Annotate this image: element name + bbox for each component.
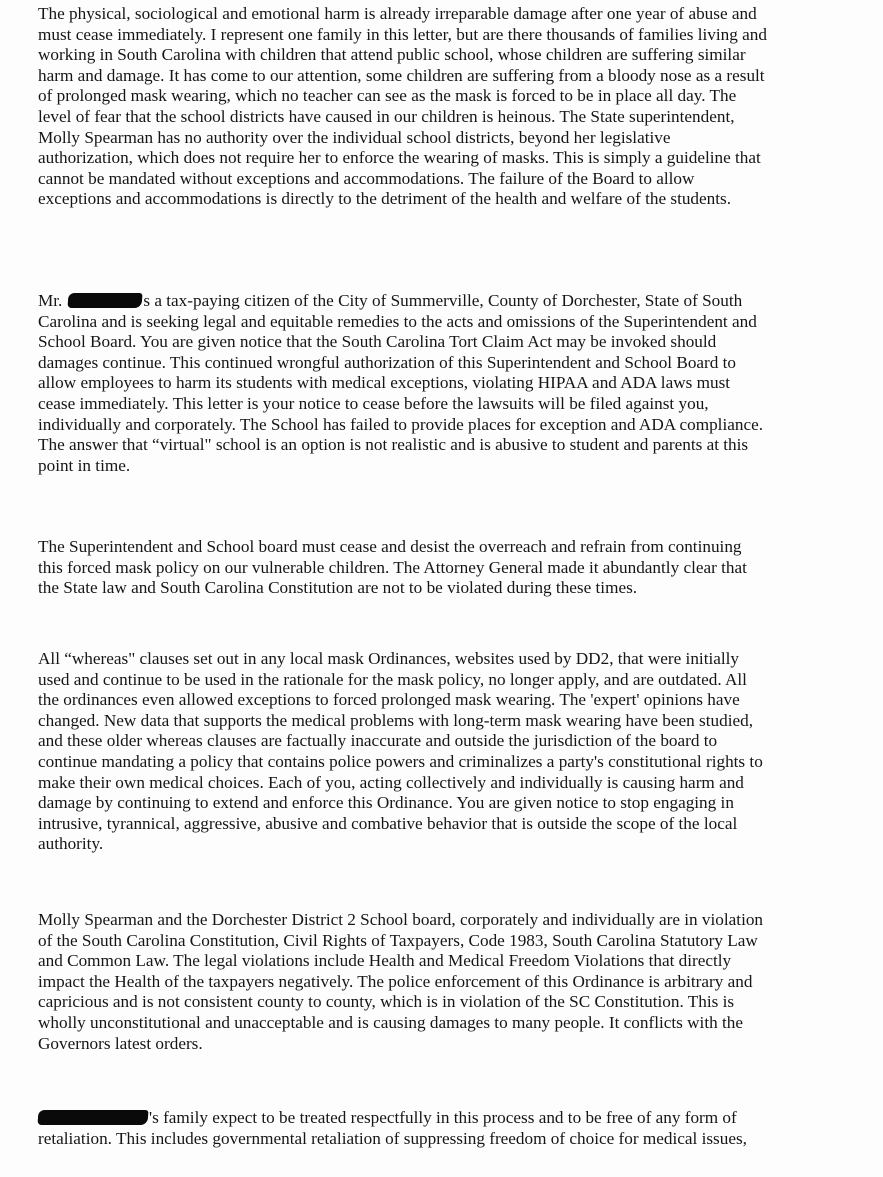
paragraph-harm (38, 4, 858, 210)
paragraph-retaliation (38, 1108, 858, 1149)
text-line: used and continue to be used in the rationale for the mask policy, no longer apply, and are outdated. All (38, 669, 747, 689)
text-line: Molly Spearman has no authority over the individual school districts, beyond her legislative (38, 127, 671, 147)
text-line: authorization, which does not require her to enforce the wearing of masks. This is simply a guideline that (38, 148, 761, 168)
salutation: Mr. (38, 291, 63, 310)
text-line: continue mandating a policy that contains police powers and criminalizes a party's constitutional rights to (38, 751, 763, 771)
text-line: retaliation. This includes governmental retaliation of suppressing freedom of choice for medical issues, (38, 1128, 747, 1148)
text-line: cease immediately. This letter is your notice to cease before the lawsuits will be filed against you, (38, 393, 709, 413)
text-line (38, 291, 858, 312)
text-line: harm and damage. It has come to our attention, some children are suffering from a bloody nose as a result (38, 65, 765, 85)
paragraph-taxpayer-notice (38, 291, 858, 476)
text-line: must cease immediately. I represent one family in this letter, but are there thousands of families living and (38, 24, 767, 44)
text-line: make their own medical choices. Each of you, acting collectively and individually is causing harm and (38, 772, 744, 792)
text-line: the State law and South Carolina Constitution are not to be violated during these times. (38, 578, 638, 598)
text-line: individually and corporately. The School has failed to provide places for exception and ADA compliance. (38, 414, 764, 434)
paragraph-legal-violations (38, 910, 858, 1054)
text-line: and Common Law. The legal violations include Health and Medical Freedom Violations that directly (38, 951, 732, 971)
text-line-rest: s a tax-paying citizen of the City of Summerville, County of Dorchester, State of South (143, 291, 743, 310)
redacted-name (37, 1110, 148, 1125)
text-line: damage by continuing to extend and enforce this Ordinance. You are given notice to stop engaging in (38, 793, 734, 813)
text-line: The physical, sociological and emotional harm is already irreparable damage after one year of abuse and (38, 4, 757, 23)
text-line: working in South Carolina with children that attend public school, whose children are suffering similar (38, 45, 746, 65)
text-line: impact the Health of the taxpayers negatively. The police enforcement of this Ordinance is arbitrary and (38, 971, 753, 991)
paragraph-cease-desist (38, 537, 858, 599)
text-line: and these older whereas clauses are factually inaccurate and outside the jurisdiction of the board to (38, 731, 718, 751)
text-line: authority. (38, 834, 104, 854)
text-line: cannot be mandated without exceptions and accommodations. The failure of the Board to allow (38, 168, 695, 188)
text-line: point in time. (38, 455, 131, 475)
text-line-rest: 's family expect to be treated respectfully in this process and to be free of any form of (149, 1108, 737, 1127)
text-line (38, 1108, 858, 1129)
text-line: intrusive, tyrannical, aggressive, abusive and combative behavior that is outside the scope of the local (38, 813, 738, 833)
text-line: Carolina and is seeking legal and equitable remedies to the acts and omissions of the Superintendent and (38, 311, 757, 331)
text-line: changed. New data that supports the medical problems with long-term mask wearing have been studied, (38, 710, 753, 730)
text-line: of the South Carolina Constitution, Civil Rights of Taxpayers, Code 1983, South Carolina Statutory Law (38, 930, 758, 950)
text-line: capricious and is not consistent county to county, which is in violation of the SC Constitution. This is (38, 992, 735, 1012)
text-line: All “whereas" clauses set out in any local mask Ordinances, websites used by DD2, that were initially (38, 649, 740, 668)
text-line: School Board. You are given notice that the South Carolina Tort Claim Act may be invoked should (38, 332, 717, 352)
text-line: level of fear that the school districts have caused in our children is heinous. The State superintendent, (38, 106, 735, 126)
text-line: allow employees to harm its students with medical exceptions, violating HIPAA and ADA laws must (38, 373, 731, 393)
text-line: of prolonged mask wearing, which no teacher can see as the mask is forced to be in place all day. The (38, 86, 737, 106)
text-line: wholly unconstitutional and unacceptable and is causing damages to many people. It conflicts with the (38, 1012, 743, 1032)
text-line: Governors latest orders. (38, 1033, 203, 1053)
text-line: the ordinances even allowed exceptions to forced prolonged mask wearing. The 'expert' opinions have (38, 690, 740, 710)
paragraph-whereas-clauses (38, 649, 858, 855)
text-line: damages continue. This continued wrongful authorization of this Superintendent and School Board to (38, 352, 737, 372)
text-line: exceptions and accommodations is directly to the detriment of the health and welfare of the students. (38, 189, 732, 209)
text-line: The answer that “virtual" school is an option is not realistic and is abusive to student and parents at this (38, 435, 749, 455)
text-line: this forced mask policy on our vulnerable children. The Attorney General made it abundantly clear that (38, 557, 747, 577)
text-line: Molly Spearman and the Dorchester District 2 School board, corporately and individually are in violation (38, 910, 764, 929)
text-line: The Superintendent and School board must cease and desist the overreach and refrain from continuing (38, 537, 742, 556)
redacted-name (68, 293, 143, 308)
